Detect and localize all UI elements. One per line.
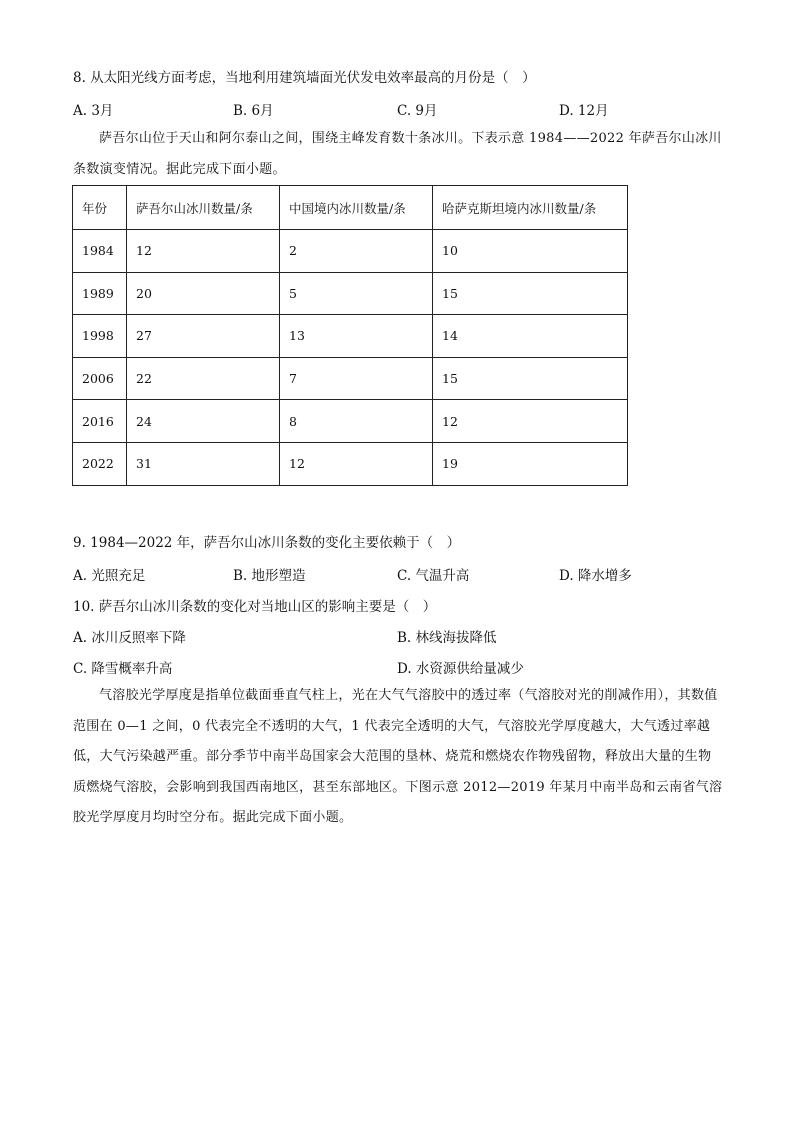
q10-option-c: C. 降雪概率升高 — [73, 661, 173, 677]
table-cell: 27 — [127, 315, 280, 358]
table-row — [73, 230, 628, 273]
table-row — [73, 315, 628, 358]
table-cell: 2 — [280, 230, 433, 273]
table-cell: 2022 — [73, 442, 127, 485]
q10-option-d: D. 水资源供给量减少 — [397, 661, 524, 677]
passage-glaciers: 萨吾尔山位于天山和阿尔泰山之间，围绕主峰发育数十条冰川。下表示意 1984——2022 年萨吾尔山冰川条数演变情况。据此完成下面小题。 — [73, 131, 722, 177]
table-cell: 5 — [280, 272, 433, 315]
question-8-stem: 8. 从太阳光线方面考虑，当地利用建筑墙面光伏发电效率最高的月份是（ ） — [73, 70, 536, 86]
table-row — [73, 357, 628, 400]
q9-option-b: B. 地形塑造 — [233, 568, 306, 584]
table-row — [73, 400, 628, 443]
table-cell: 22 — [127, 357, 280, 400]
question-9-stem: 9. 1984—2022 年，萨吾尔山冰川条数的变化主要依赖于（ ） — [73, 535, 461, 551]
table-cell: 1998 — [73, 315, 127, 358]
q10-option-b: B. 林线海拔降低 — [397, 630, 497, 646]
table-row — [73, 272, 628, 315]
glacier-count-table — [72, 185, 628, 486]
table-cell: 1989 — [73, 272, 127, 315]
table-header-cell: 萨吾尔山冰川数量/条 — [127, 186, 280, 230]
q9-option-d: D. 降水增多 — [559, 568, 632, 584]
table-cell: 13 — [280, 315, 433, 358]
table-cell: 2006 — [73, 357, 127, 400]
table-cell: 24 — [127, 400, 280, 443]
table-cell: 31 — [127, 442, 280, 485]
q8-option-c: C. 9月 — [397, 103, 438, 119]
q10-option-a: A. 冰川反照率下降 — [73, 630, 186, 646]
table-cell: 12 — [433, 400, 628, 443]
q8-option-b: B. 6月 — [233, 103, 274, 119]
table-cell: 19 — [433, 442, 628, 485]
q9-option-a: A. 光照充足 — [73, 568, 146, 584]
passage-aerosol: 气溶胶光学厚度是指单位截面垂直气柱上，光在大气气溶胶中的透过率（气溶胶对光的削减作用），其数值范围在 0—1 之间，0 代表完全不透明的大气，1 代表完全透明的大气，气溶胶光学厚度越大，大气透过率越低，大气污染越严重。部分季节中南半岛国家会大范围的垦林、烧荒和燃烧农作物残留物，释放出大量的生物质燃烧气溶胶，会影响到我国西南地区，甚至东部地区。下图示意 2012—2019 年某月中南半岛和云南省气溶胶光学厚度月均时空分布。据此完成下面小题。 — [73, 688, 723, 825]
table-cell: 20 — [127, 272, 280, 315]
table-cell: 7 — [280, 357, 433, 400]
table-cell: 12 — [127, 230, 280, 273]
table-cell: 12 — [280, 442, 433, 485]
table-header-cell: 中国境内冰川数量/条 — [280, 186, 433, 230]
q9-option-c: C. 气温升高 — [397, 568, 470, 584]
table-header-cell: 年份 — [73, 186, 127, 230]
table-cell: 1984 — [73, 230, 127, 273]
table-header-cell: 哈萨克斯坦境内冰川数量/条 — [433, 186, 628, 230]
table-cell: 14 — [433, 315, 628, 358]
q8-option-a: A. 3月 — [73, 103, 114, 119]
table-cell: 2016 — [73, 400, 127, 443]
table-cell: 15 — [433, 272, 628, 315]
table-header-row — [73, 186, 628, 230]
table-cell: 10 — [433, 230, 628, 273]
q8-option-d: D. 12月 — [559, 103, 609, 119]
table-cell: 8 — [280, 400, 433, 443]
table-cell: 15 — [433, 357, 628, 400]
table-row — [73, 442, 628, 485]
question-10-stem: 10. 萨吾尔山冰川条数的变化对当地山区的影响主要是（ ） — [73, 599, 437, 615]
